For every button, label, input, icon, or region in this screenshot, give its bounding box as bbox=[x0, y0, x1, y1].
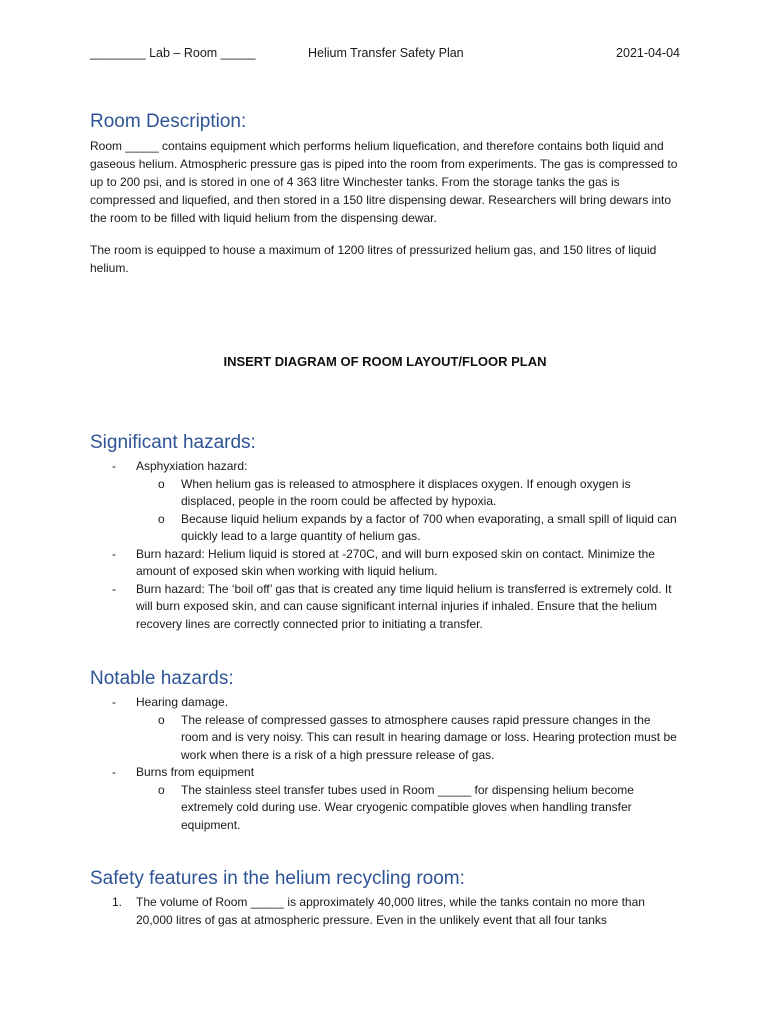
sub-list-item bbox=[136, 511, 680, 546]
header-title: Helium Transfer Safety Plan bbox=[308, 46, 464, 60]
dash-marker: - bbox=[112, 459, 116, 473]
list-item-text: Burn hazard: The ‘boil off’ gas that is created any time liquid helium is transferred is extremely cold. It will burn exposed skin, and can cause significant internal injuries if inhaled. Ensure that the helium recovery lines are correctly connected prior to initiating a transfer. bbox=[136, 581, 672, 631]
circle-marker: o bbox=[158, 782, 165, 797]
circle-marker: o bbox=[158, 476, 165, 491]
sub-list-item-text: The stainless steel transfer tubes used in Room _____ for dispensing helium become extremely cold during use. Wear cryogenic compatible gloves when handling transfer equipment. bbox=[181, 782, 634, 832]
insert-diagram-placeholder: INSERT DIAGRAM OF ROOM LAYOUT/FLOOR PLAN bbox=[223, 354, 547, 369]
significant-hazards-heading: Significant hazards: bbox=[90, 432, 256, 453]
room-description-para-2: The room is equipped to house a maximum of 1200 litres of pressurized helium gas, and 150 litres of liquid helium. bbox=[90, 243, 657, 275]
list-item-text: Asphyxiation hazard: bbox=[136, 459, 248, 473]
sub-list-item bbox=[136, 712, 680, 765]
dash-marker: - bbox=[112, 581, 116, 596]
room-description-heading: Room Description: bbox=[90, 111, 247, 132]
list-item bbox=[90, 546, 680, 581]
header-date: 2021-04-04 bbox=[616, 46, 680, 60]
safety-features-list bbox=[90, 894, 680, 929]
sub-list-item-text: Because liquid helium expands by a factor of 700 when evaporating, a small spill of liquid can quickly lead to a large quantity of helium gas. bbox=[181, 511, 677, 543]
sub-list-item bbox=[136, 476, 680, 511]
page-header bbox=[90, 46, 680, 64]
significant-hazards-list bbox=[90, 458, 680, 633]
list-item bbox=[90, 894, 680, 929]
sub-list-item bbox=[136, 782, 680, 835]
room-description-para-1: Room _____ contains equipment which performs helium liquefication, and therefore contains both liquid and gaseous helium. Atmospheric pressure gas is piped into the room from experiments. The gas is compressed to up to 200 psi, and is stored in one of 4 363 litre Winchester tanks. From the storage tanks the gas is compressed and liquefied, and then stored in a 150 litre dispensing dewar. Researchers will bring dewars into the room to be filled with liquid helium from the dispensing dewar. bbox=[90, 139, 678, 225]
dash-marker: - bbox=[112, 546, 116, 561]
header-lab-room: ________ Lab – Room _____ bbox=[90, 46, 256, 60]
list-item bbox=[90, 764, 680, 834]
sub-list-item-text: When helium gas is released to atmosphere it displaces oxygen. If enough oxygen is displaced, people in the room could be affected by hypoxia. bbox=[181, 476, 631, 508]
notable-hazards-heading: Notable hazards: bbox=[90, 668, 234, 689]
circle-marker: o bbox=[158, 712, 165, 727]
list-item-text: Burn hazard: Helium liquid is stored at -270C, and will burn exposed skin on contact. Minimize the amount of exposed skin when working with liquid helium. bbox=[136, 546, 655, 578]
list-item-text: The volume of Room _____ is approximately 40,000 litres, while the tanks contain no more than 20,000 litres of gas at atmospheric pressure. Even in the unlikely event that all four tanks bbox=[136, 895, 645, 927]
number-marker: 1. bbox=[112, 895, 123, 909]
list-item bbox=[90, 694, 680, 764]
dash-marker: - bbox=[112, 695, 116, 709]
notable-hazards-list bbox=[90, 694, 680, 834]
list-item-text: Hearing damage. bbox=[136, 695, 229, 709]
dash-marker: - bbox=[112, 765, 116, 779]
safety-features-heading: Safety features in the helium recycling room: bbox=[90, 868, 465, 889]
sub-list-item-text: The release of compressed gasses to atmosphere causes rapid pressure changes in the room and is very noisy. This can result in hearing damage or loss. Hearing protection must be work when there is a risk of a high pressure release of gas. bbox=[181, 712, 677, 762]
list-item-text: Burns from equipment bbox=[136, 765, 255, 779]
circle-marker: o bbox=[158, 511, 165, 526]
list-item bbox=[90, 581, 680, 634]
list-item bbox=[90, 458, 680, 546]
